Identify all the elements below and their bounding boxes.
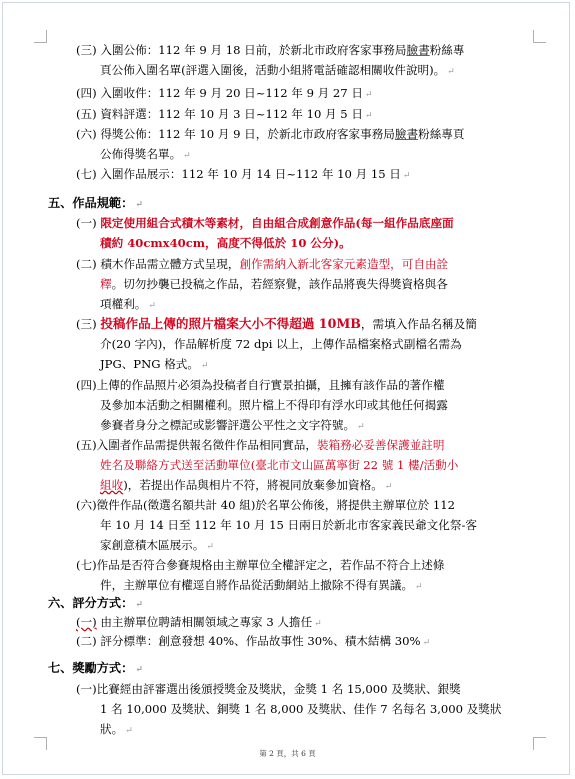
sec5-item-4-line-3: 參賽者身分之標記或影響評選公平性之文字符號。 ↵ xyxy=(100,418,365,432)
sec7-item-1-line-3: 狀。 ↵ xyxy=(100,722,133,736)
sec3-line-2: 頁公佈入圍名單(評選入圍後，活動小組將電話確認相關收件說明)。 ↵ xyxy=(100,63,455,77)
sec5-item-2-line-2: 釋。切勿抄襲已投稿之作品，若經察覺，該作品將喪失得獎資格與各 xyxy=(100,277,448,291)
sec5-item-1-line-1: (一) 限定使用組合式積木等素材，自由組合成創意作品(每一組作品底座面 xyxy=(76,216,454,230)
sec5-item-7-line-2: 件，主辦單位有權逕自將作品從活動網站上撤除不得有異議。 ↵ xyxy=(100,578,423,592)
sec6-item-1: (一) 由主辦單位聘請相關領域之專家 3 人擔任 ↵ xyxy=(76,615,322,629)
sec5-item-5-line-2: 姓名及聯絡方式送至活動單位(臺北市文山區萬寧街 22 號 1 樓/活動小 xyxy=(100,458,459,472)
sec7-item-1-line-2: 1 名 10,000 及獎狀、銅獎 1 名 8,000 及獎狀、佳作 7 名每名 3,000 及獎狀 xyxy=(100,702,502,716)
sec3-line-7: (七) 入圍作品展示：112 年 10 月 14 日~112 年 10 月 15 日 ↵ xyxy=(76,167,411,181)
sec6-item-2: (二) 評分標準：創意發想 40%、作品故事性 30%、積木結構 30% ↵ xyxy=(76,634,431,648)
crop-mark-top-right xyxy=(533,30,546,43)
sec5-item-6-line-1: (六)徵件作品(徵選名額共計 40 組)於名單公佈後，將提供主辦單位於 112 xyxy=(76,498,456,512)
sec5-item-5-line-1: (五)入圍者作品需提供報名徵件作品相同實品，裝箱務必妥善保護並註明 xyxy=(76,438,445,452)
sec3-line-5: (六) 得獎公佈：112 年 10 月 9 日，於新北市政府客家事務局臉書粉絲專頁 xyxy=(76,127,465,141)
sec3-line-4: (五) 資料評選：112 年 10 月 3 日~112 年 10 月 5 日 ↵ xyxy=(76,107,373,121)
section-5-heading: 五、作品規範： ↵ xyxy=(48,196,143,210)
sec5-item-6-line-2: 年 10 月 14 日至 112 年 10 月 15 日兩日於新北市客家義民爺文化祭-客 xyxy=(100,518,477,532)
sec5-item-4-line-1: (四)上傳的作品照片必須為投稿者自行實景拍攝，且擁有該作品的著作權 xyxy=(76,378,445,392)
sec3-line-3: (四) 入圍收件：112 年 9 月 20 日~112 年 9 月 27 日 ↵ xyxy=(76,86,373,100)
sec5-item-5-line-3: 組收)，若提出作品與相片不符，將視同放棄參加資格。 ↵ xyxy=(100,478,393,492)
section-7-heading: 七、獎勵方式： ↵ xyxy=(48,661,143,675)
sec5-item-7-line-1: (七)作品是否符合參賽規格由主辦單位全權評定之，若作品不符合上述條 xyxy=(76,558,445,572)
sec5-item-2-line-1: (二) 積木作品需立體方式呈現，創作需納入新北客家元素造型，可自由詮 xyxy=(76,257,449,271)
sec5-item-3-line-3: JPG、PNG 格式。 ↵ xyxy=(100,357,209,371)
sec3-line-1: (三) 入圍公佈：112 年 9 月 18 日前，於新北市政府客家事務局臉書粉絲專 xyxy=(76,43,465,57)
sec5-item-3-line-2: 介(20 字內)，作品解析度 72 dpi 以上，上傳作品檔案格式副檔名需為 xyxy=(100,337,462,351)
page-footer: 第 2 頁，共 6 頁 xyxy=(259,749,316,758)
sec7-item-1-line-1: (一)比賽經由評審選出後頒授獎金及獎狀，金獎 1 名 15,000 及獎狀、銀獎 xyxy=(76,682,461,696)
sec5-item-6-line-3: 家創意積木區展示。 ↵ xyxy=(100,538,214,552)
sec5-item-4-line-2: 及參加本活動之相關權利。照片檔上不得印有浮水印或其他任何揭露 xyxy=(100,398,448,412)
crop-mark-top-left xyxy=(34,30,47,43)
section-6-heading: 六、評分方式： ↵ xyxy=(48,596,143,610)
sec5-item-2-line-3: 項權利。 ↵ xyxy=(100,297,156,311)
sec3-line-6: 公佈得獎名單。 ↵ xyxy=(100,147,191,161)
sec5-item-3-line-1: (三) 投稿作品上傳的照片檔案大小不得超過 10MB，需填入作品名稱及簡 xyxy=(76,316,477,331)
sec5-item-1-line-2: 積約 40cmx40cm，高度不得低於 10 公分)。 xyxy=(100,236,351,250)
